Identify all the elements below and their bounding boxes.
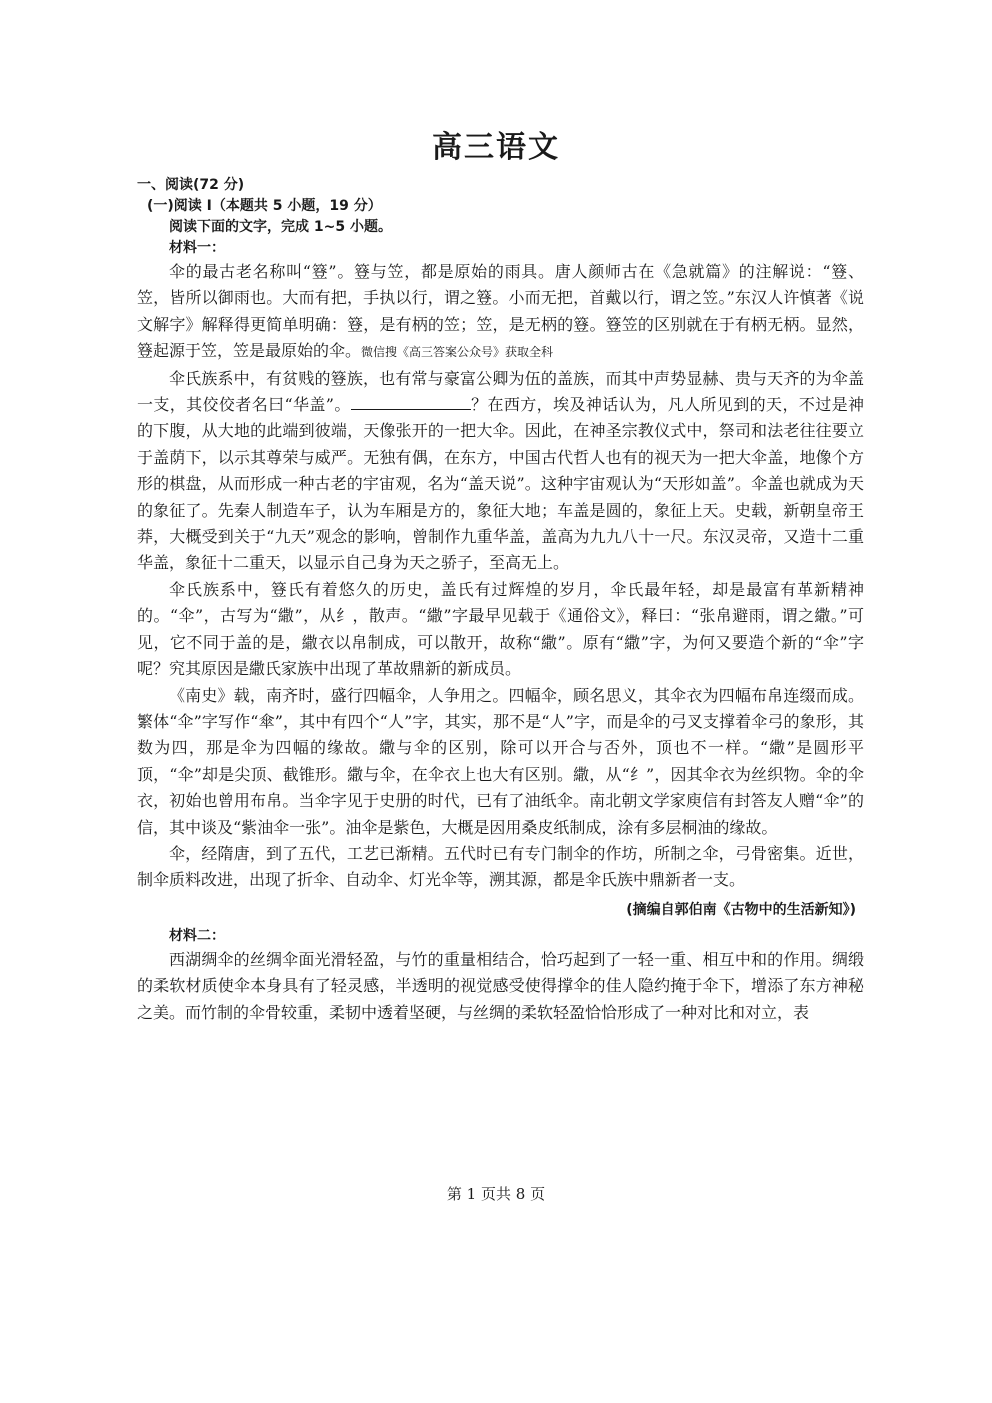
paragraph-2 (137, 366, 864, 577)
paragraph-2-after-blank: ？在西方，埃及神话认为，凡人所见到的天，不过是神的下腹，从大地的此端到彼端，天像张开的一把大伞。因此，在神圣宗教仪式中，祭司和法老往往要立于盖荫下，以示其尊荣与威严。无独有偶，在东方，中国古代哲人也有的视天为一把大伞盖，地像个方形的棋盘，从而形成一种古老的宇宙观，名为“盖天说”。这种宇宙观认为“天形如盖”。伞盖也就成为天的象征了。先秦人制造车子，认为车厢是方的，象征大地；车盖是圆的，象征上天。史载，新朝皇帝王莽，大概受到关于“九天”观念的影响，曾制作九重华盖，盖高为九九八十一尺。东汉灵帝，又造十二重华盖，象征十二重天，以显示自己身为天之骄子，至高无上。 (137, 395, 864, 573)
paragraph-5: 伞，经隋唐，到了五代，工艺已渐精。五代时已有专门制伞的作坊，所制之伞，弓骨密集。近世，制伞质料改进，出现了折伞、自动伞、灯光伞等，溯其源，都是伞氏族中鼎新者一支。 (137, 843, 864, 890)
wechat-note: 微信搜《高三答案公众号》获取全科 (361, 345, 554, 360)
page-footer: 第 1 页共 8 页 (446, 1185, 546, 1203)
paragraph-6: 西湖绸伞的丝绸伞面光滑轻盈，与竹的重量相结合，恰巧起到了一轻一重、相互中和的作用。绸缎的柔软材质使伞本身具有了轻灵感，半透明的视觉感受使得撑伞的佳人隐约掩于伞下，增添了东方神秘之美。而竹制的伞骨较重，柔韧中透着坚硬，与丝绸的柔软轻盈恰恰形成了一种对比和对立，表 (137, 949, 864, 1022)
subsection-heading: (一)阅读 I（本题共 5 小题，19 分） (147, 198, 382, 214)
paragraph-4: 《南史》载，南齐时，盛行四幅伞，人争用之。四幅伞，顾名思义，其伞衣为四幅布帛连缀而成。繁体“伞”字写作“傘”，其中有四个“人”字，其实，那不是“人”字，而是伞的弓叉支撑着伞弓的象形，其数为四，那是伞为四幅的缘故。繖与伞的区别，除可以开合与否外，顶也不一样。“繖”是圆形平顶，“伞”却是尖顶、截锥形。繖与伞，在伞衣上也大有区别。繖，从“纟”，因其伞衣为丝织物。伞的伞衣，初始也曾用布帛。当伞字见于史册的时代，已有了油纸伞。南北朝文学家庾信有封答友人赠“伞”的信，其中谈及“紫油伞一张”。油伞是紫色，大概是因用桑皮纸制成，涂有多层桐油的缘故。 (137, 685, 864, 837)
fill-in-blank[interactable] (351, 395, 471, 410)
paragraph-2-before-blank: 伞氏族系中，有贫贱的簦族，也有常与豪富公卿为伍的盖族，而其中声势显赫、贵与天齐的为伞盖一支，其佼佼者名曰“华盖”。 (137, 368, 864, 415)
material2-label: 材料二： (169, 927, 225, 944)
page-title: 高三语文 (432, 130, 560, 165)
paragraph-1-text: 伞的最古老名称叫“簦”。簦与笠，都是原始的雨具。唐人颜师古在《急就篇》的注解说：“簦、笠，皆所以御雨也。大而有把，手执以行，谓之簦。小而无把，首戴以行，谓之笠。”东汉人许慎著《说文解字》解释得更简单明确：簦，是有柄的笠；笠，是无柄的簦。簦笠的区别就在于有柄无柄。显然，簦起源于笠，笠是最原始的伞。 (137, 262, 864, 361)
paragraph-3: 伞氏族系中，簦氏有着悠久的历史，盖氏有过辉煌的岁月，伞氏最年轻，却是最富有革新精神的。“伞”，古写为“繖”，从纟，散声。“繖”字最早见载于《通俗文》，释曰：“张帛避雨，谓之繖。”可见，它不同于盖的是，繖衣以帛制成，可以散开，故称“繖”。原有“繖”字，为何又要造个新的“伞”字呢？究其原因是繖氏家族中出现了革故鼎新的新成员。 (137, 579, 864, 679)
material1-label: 材料一： (169, 240, 225, 256)
instruction-text: 阅读下面的文字，完成 1~5 小题。 (169, 219, 392, 235)
section-heading: 一、阅读(72 分) (137, 177, 245, 193)
paragraph-1 (137, 259, 864, 366)
source-citation: (摘编自郭伯南《古物中的生活新知》) (626, 901, 856, 918)
document-body (137, 175, 864, 1026)
